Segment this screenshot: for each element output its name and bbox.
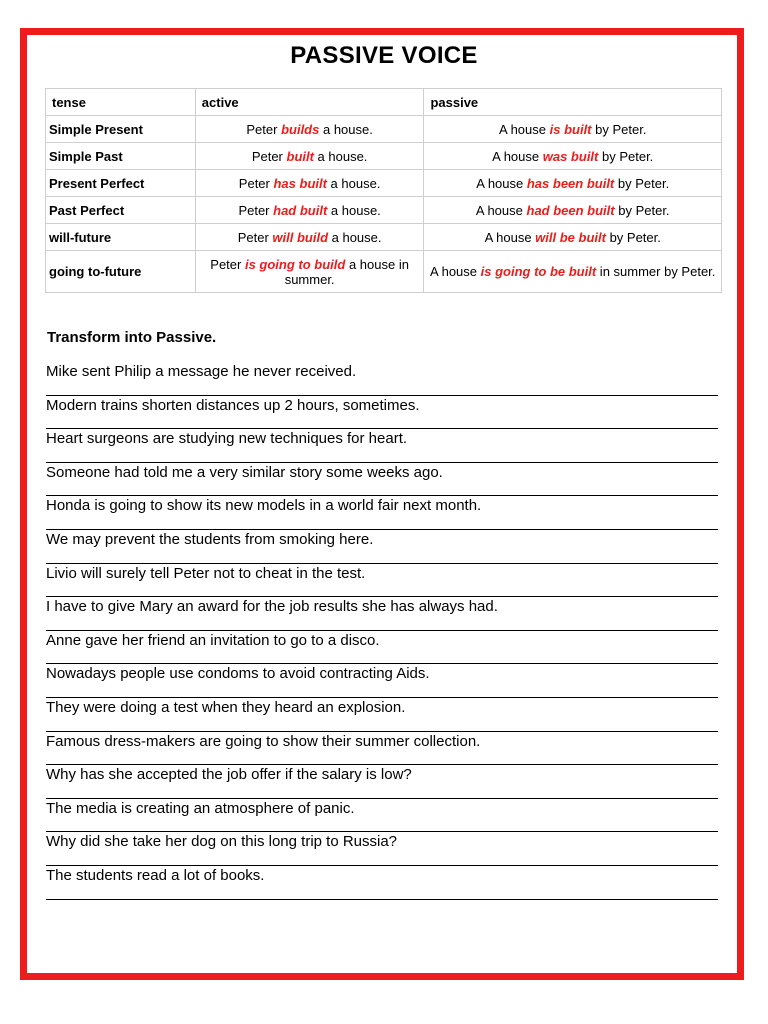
table-body	[46, 116, 722, 293]
exercise-item: Heart surgeons are studying new techniques for heart.	[46, 429, 718, 463]
tense-table	[45, 88, 722, 293]
table-row	[46, 143, 722, 170]
table-row	[46, 251, 722, 293]
passive-after-text: in summer by Peter.	[596, 264, 716, 279]
instruction-heading: Transform into Passive.	[47, 329, 217, 346]
tense-name: going to-future	[46, 251, 196, 293]
passive-example	[424, 224, 722, 251]
passive-before-text: A house	[476, 175, 527, 191]
exercise-list	[46, 362, 718, 900]
table-header-row	[46, 89, 722, 116]
active-verb: builds	[281, 121, 320, 137]
passive-after-text: by Peter.	[614, 175, 670, 191]
active-example	[195, 170, 424, 197]
table-row	[46, 224, 722, 251]
active-before-text: Peter	[210, 256, 245, 272]
exercise-item: Mike sent Philip a message he never received.	[46, 362, 718, 396]
exercise-item: The media is creating an atmosphere of panic.	[46, 799, 718, 833]
passive-verb: is going to be built	[480, 264, 597, 279]
passive-example	[424, 143, 722, 170]
table-row	[46, 170, 722, 197]
active-example	[195, 197, 424, 224]
exercise-item: Honda is going to show its new models in a world fair next month.	[46, 496, 718, 530]
passive-verb: is built	[549, 121, 592, 137]
active-after-text: a house.	[313, 148, 368, 164]
active-example	[195, 116, 424, 143]
active-after-text: a house.	[326, 175, 381, 191]
header-active: active	[195, 89, 424, 116]
exercise-item: Anne gave her friend an invitation to go to a disco.	[46, 631, 718, 665]
active-verb: built	[286, 148, 314, 164]
active-verb: will build	[272, 229, 329, 245]
active-example	[195, 224, 424, 251]
table-row	[46, 197, 722, 224]
passive-example	[424, 116, 722, 143]
active-verb: is going to build	[244, 256, 346, 272]
passive-after-text: by Peter.	[614, 202, 670, 218]
passive-after-text: by Peter.	[591, 121, 647, 137]
active-verb: had built	[273, 202, 328, 218]
passive-example	[424, 197, 722, 224]
exercise-item: I have to give Mary an award for the job results she has always had.	[46, 597, 718, 631]
active-before-text: Peter	[246, 121, 282, 137]
header-tense: tense	[46, 89, 196, 116]
tense-name: Present Perfect	[46, 170, 196, 197]
active-after-text: a house.	[319, 121, 373, 137]
exercise-item: They were doing a test when they heard an explosion.	[46, 698, 718, 732]
header-passive: passive	[424, 89, 722, 116]
exercise-item: Nowadays people use condoms to avoid contracting Aids.	[46, 664, 718, 698]
tense-name: will-future	[46, 224, 196, 251]
tense-name: Simple Past	[46, 143, 196, 170]
active-example	[195, 251, 424, 293]
tense-name: Simple Present	[46, 116, 196, 143]
active-verb: has built	[273, 175, 327, 191]
exercise-item: We may prevent the students from smoking here.	[46, 530, 718, 564]
active-before-text: Peter	[251, 148, 287, 164]
passive-before-text: A house	[430, 264, 481, 279]
passive-before-text: A house	[499, 121, 550, 137]
passive-verb: will be built	[535, 229, 606, 245]
passive-verb: has been built	[526, 175, 615, 191]
passive-before-text: A house	[492, 148, 543, 164]
active-example	[195, 143, 424, 170]
active-after-text: a house in summer.	[284, 256, 409, 287]
passive-before-text: A house	[484, 229, 536, 245]
exercise-item: Someone had told me a very similar story some weeks ago.	[46, 463, 718, 497]
exercise-item: Famous dress-makers are going to show their summer collection.	[46, 732, 718, 766]
exercise-item: The students read a lot of books.	[46, 866, 718, 900]
passive-example	[424, 251, 722, 293]
exercise-item: Why has she accepted the job offer if the salary is low?	[46, 765, 718, 799]
passive-after-text: by Peter.	[605, 229, 661, 245]
passive-after-text: by Peter.	[598, 148, 654, 164]
active-before-text: Peter	[237, 229, 273, 245]
passive-verb: had been built	[526, 202, 615, 218]
exercise-item: Livio will surely tell Peter not to cheat in the test.	[46, 564, 718, 598]
table-row	[46, 116, 722, 143]
page-title: PASSIVE VOICE	[290, 42, 478, 69]
passive-verb: was built	[542, 148, 599, 164]
exercise-item: Why did she take her dog on this long trip to Russia?	[46, 832, 718, 866]
passive-example	[424, 170, 722, 197]
active-after-text: a house.	[328, 229, 382, 245]
tense-name: Past Perfect	[46, 197, 196, 224]
active-after-text: a house.	[327, 202, 381, 218]
passive-before-text: A house	[475, 202, 527, 218]
active-before-text: Peter	[238, 202, 274, 218]
exercise-item: Modern trains shorten distances up 2 hours, sometimes.	[46, 396, 718, 430]
active-before-text: Peter	[238, 175, 274, 191]
